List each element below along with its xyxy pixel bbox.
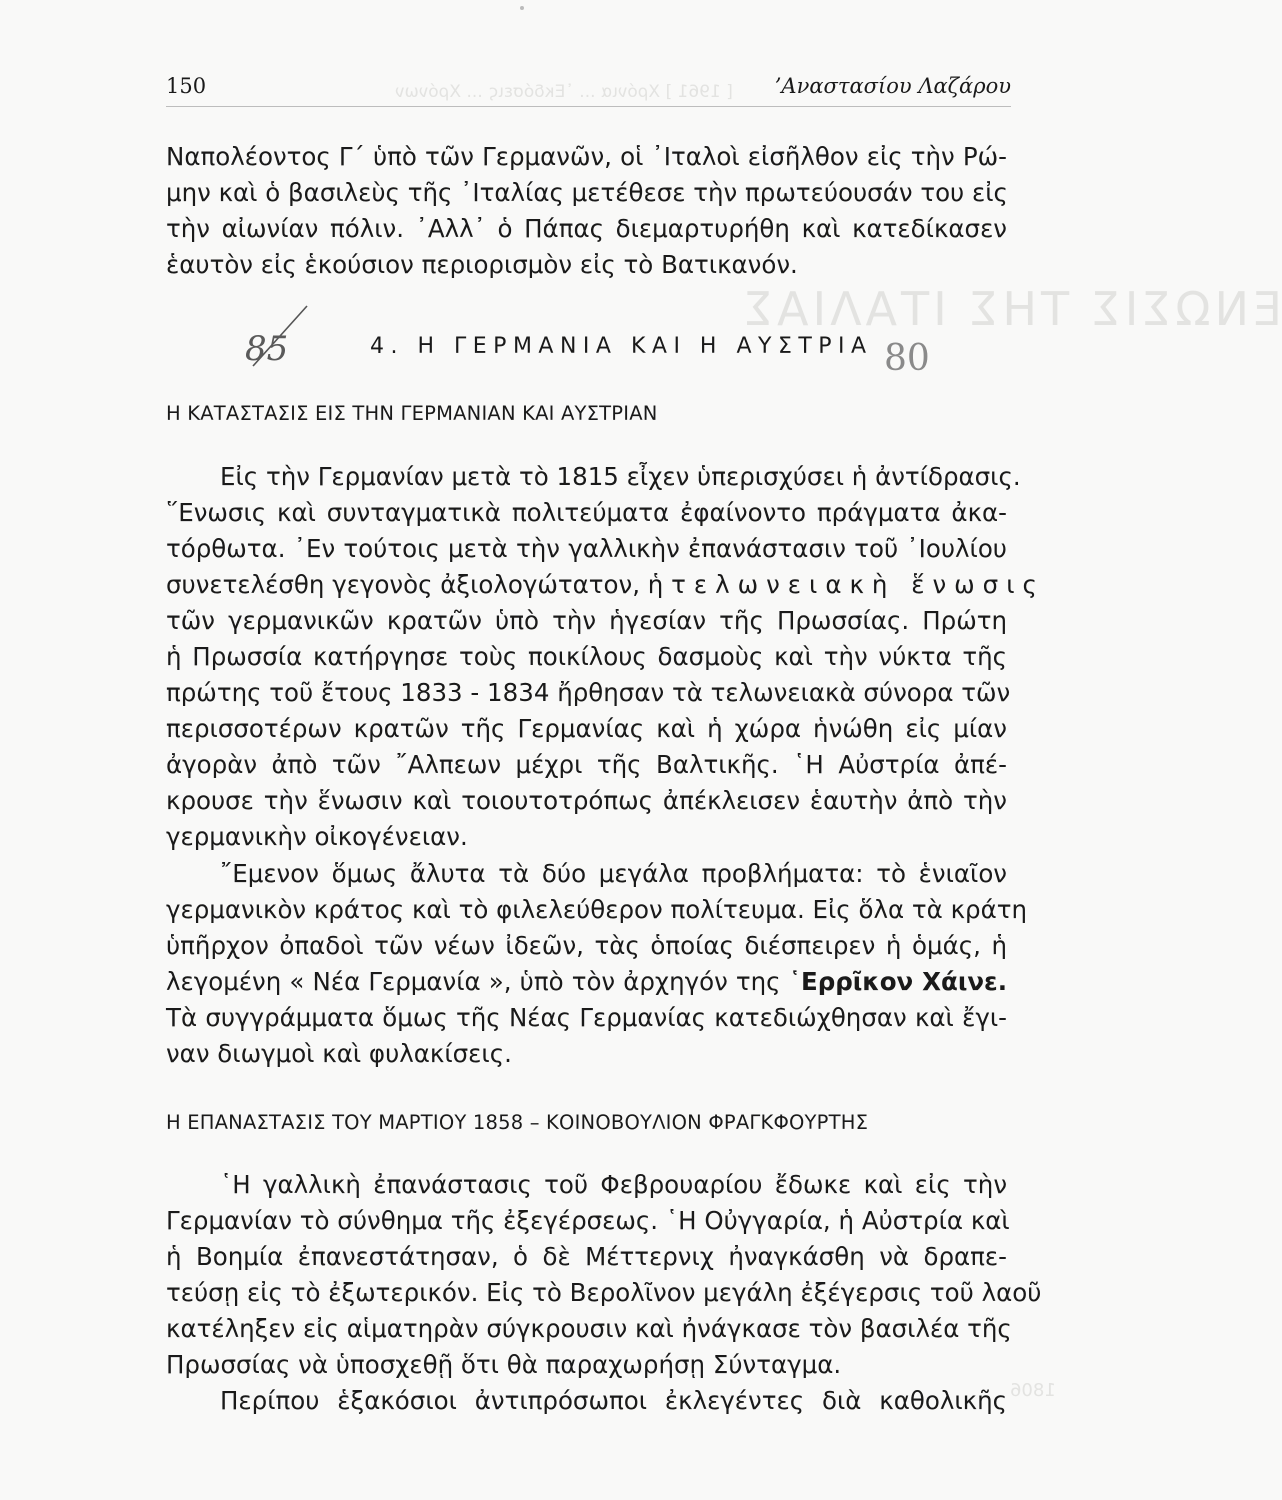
para1-line-10: κρουσε τὴν ἕνωσιν καὶ τοιουτοτρόπως ἀπέκλεισεν ἑαυτὴν ἀπὸ τὴν <box>166 786 1007 815</box>
para1-line-8: περισσοτέρων κρατῶν τῆς Γερμανίας καὶ ἡ χώρα ἡνώθη εἰς μίαν <box>166 714 1007 743</box>
para2-line-3: ὑπῆρχον ὀπαδοὶ τῶν νέων ἰδεῶν, τὰς ὁποίας διέσπειρεν ἡ ὁμάς, ἡ <box>166 931 1007 960</box>
subheading-revolution: Η ΕΠΑΝΑΣΤΑΣΙΣ ΤΟΥ ΜΑΡΤΙΟΥ 1858 – ΚΟΙΝΟΒΟΥΛΙΟΝ ΦΡΑΓΚΦΟΥΡΤΗΣ <box>166 1111 869 1134</box>
heine-name-bold: ῾Ερρῖκον Χάινε. <box>788 967 1007 996</box>
para3-line-6: Πρωσσίας νὰ ὑποσχεθῇ ὅτι θὰ παραχωρήσῃ Σύνταγμα. <box>166 1350 842 1379</box>
show-through-number: 1806 <box>1010 1380 1056 1401</box>
running-head-author: ’Αναστασίου Λαζάρου <box>774 74 1011 98</box>
para4-line-1: Περίπου ἑξακόσιοι ἀντιπρόσωποι ἐκλεγέντες διὰ καθολικῆς <box>220 1386 1007 1415</box>
para1-line-3: τόρθωτα. ᾿Εν τούτοις μετὰ τὴν γαλλικὴν ἐπανάστασιν τοῦ ᾿Ιουλίου <box>166 534 1007 563</box>
scan-speck <box>520 6 524 10</box>
para2-line-5: Τὰ συγγράμματα ὅμως τῆς Νέας Γερμανίας κατεδιώχθησαν καὶ ἔγι- <box>166 1003 1007 1032</box>
para3-line-1: ῾Η γαλλικὴ ἐπανάστασις τοῦ Φεβρουαρίου ἔδωκε καὶ εἰς τὴν <box>220 1170 1007 1199</box>
para3-line-3: ἡ Βοημία ἐπανεστάτησαν, ὁ δὲ Μέττερνιχ ἠναγκάσθη νὰ δραπε- <box>166 1242 1007 1271</box>
intro-line-2: μην καὶ ὁ βασιλεὺς τῆς ᾿Ιταλίας μετέθεσε τὴν πρωτεύουσάν του εἰς <box>166 178 1008 207</box>
para3-line-5: κατέληξεν εἰς αἱματηρὰν σύγκρουσιν καὶ ἠνάγκασε τὸν βασιλέα τῆς <box>166 1314 1012 1343</box>
para2-line-2: γερμανικὸν κράτος καὶ τὸ φιλελεύθερον πολίτευμα. Εἰς ὅλα τὰ κράτη <box>166 895 1027 924</box>
para1-line-4-text: συνετελέσθη γεγονὸς ἀξιολογώτατον, ἡ <box>166 570 664 599</box>
section-title: 4. Η ΓΕΡΜΑΝΙΑ ΚΑΙ Η ΑΥΣΤΡΙΑ <box>370 334 873 359</box>
para1-line-7: πρώτης τοῦ ἔτους 1833 - 1834 ἤρθησαν τὰ τελωνειακὰ σύνορα τῶν <box>166 678 1011 707</box>
para3-line-4: τεύσῃ εἰς τὸ ἐξωτερικόν. Εἰς τὸ Βερολῖνον μεγάλη ἐξέγερσις τοῦ λαοῦ <box>166 1278 1042 1307</box>
para1-line-6: ἡ Πρωσσία κατήργησε τοὺς ποικίλους δασμοὺς καὶ τὴν νύκτα τῆς <box>166 642 1007 671</box>
para3-line-2: Γερμανίαν τὸ σύνθημα τῆς ἐξεγέρσεως. ῾Η Οὐγγαρία, ἡ Αὐστρία καὶ <box>166 1206 1010 1235</box>
show-through-header: [ 1961 ] Χρόνια ... ῾Εκδόσεις ... Χρόνων <box>395 82 733 102</box>
para1-line-1: Εἰς τὴν Γερμανίαν μετὰ τὸ 1815 εἶχεν ὑπερισχύσει ἡ ἀντίδρασις. <box>220 462 1021 491</box>
para2-line-4 <box>166 965 1007 999</box>
para1-line-4 <box>166 568 1045 602</box>
pencil-note-right-text: 80 <box>884 338 930 379</box>
pencil-note-left-text: 85 <box>245 329 289 369</box>
para2-line-4-text: λεγομένη « Νέα Γερμανία », ὑπὸ τὸν ἀρχηγόν της <box>166 967 781 996</box>
intro-line-3: τὴν αἰωνίαν πόλιν. ᾿Αλλ᾿ ὁ Πάπας διεμαρτυρήθη καὶ κατεδίκασεν <box>166 214 1007 243</box>
pencil-note-right <box>880 330 950 380</box>
para1-line-11: γερμανικὴν οἰκογένειαν. <box>166 822 468 851</box>
page-number: 150 <box>166 74 207 98</box>
para1-line-5: τῶν γερμανικῶν κρατῶν ὑπὸ τὴν ἡγεσίαν τῆς Πρωσσίας. Πρώτη <box>166 606 1007 635</box>
running-header <box>166 70 1011 107</box>
para1-line-2: ῞Ενωσις καὶ συνταγματικὰ πολιτεύματα ἐφαίνοντο πράγματα ἀκα- <box>166 498 1007 527</box>
para2-line-6: ναν διωγμοὶ καὶ φυλακίσεις. <box>166 1039 512 1068</box>
intro-line-1: Ναπολέοντος Γ΄ ὑπὸ τῶν Γερμανῶν, οἱ ᾿Ιταλοὶ εἰσῆλθον εἰς τὴν Ρώ- <box>166 142 1007 171</box>
para1-line-9: ἀγορὰν ἀπὸ τῶν ῎Αλπεων μέχρι τῆς Βαλτικῆς. ῾Η Αὐστρία ἀπέ- <box>166 750 1007 779</box>
customs-union-spaced: τελωνειακὴ ἕνωσις <box>671 570 1045 599</box>
pencil-note-left <box>235 298 325 378</box>
show-through-banner: ΕΝΩΣΙΣ ΤΗΣ ΙΤΑΛΙΑΣ <box>740 282 1282 336</box>
subheading-situation: Η ΚΑΤΑΣΤΑΣΙΣ ΕΙΣ ΤΗΝ ΓΕΡΜΑΝΙΑΝ ΚΑΙ ΑΥΣΤΡΙΑΝ <box>166 402 658 425</box>
intro-line-4: ἑαυτὸν εἰς ἑκούσιον περιορισμὸν εἰς τὸ Βατικανόν. <box>166 250 798 279</box>
para2-line-1: ῎Εμενον ὅμως ἄλυτα τὰ δύο μεγάλα προβλήματα: τὸ ἑνιαῖον <box>220 859 1007 888</box>
